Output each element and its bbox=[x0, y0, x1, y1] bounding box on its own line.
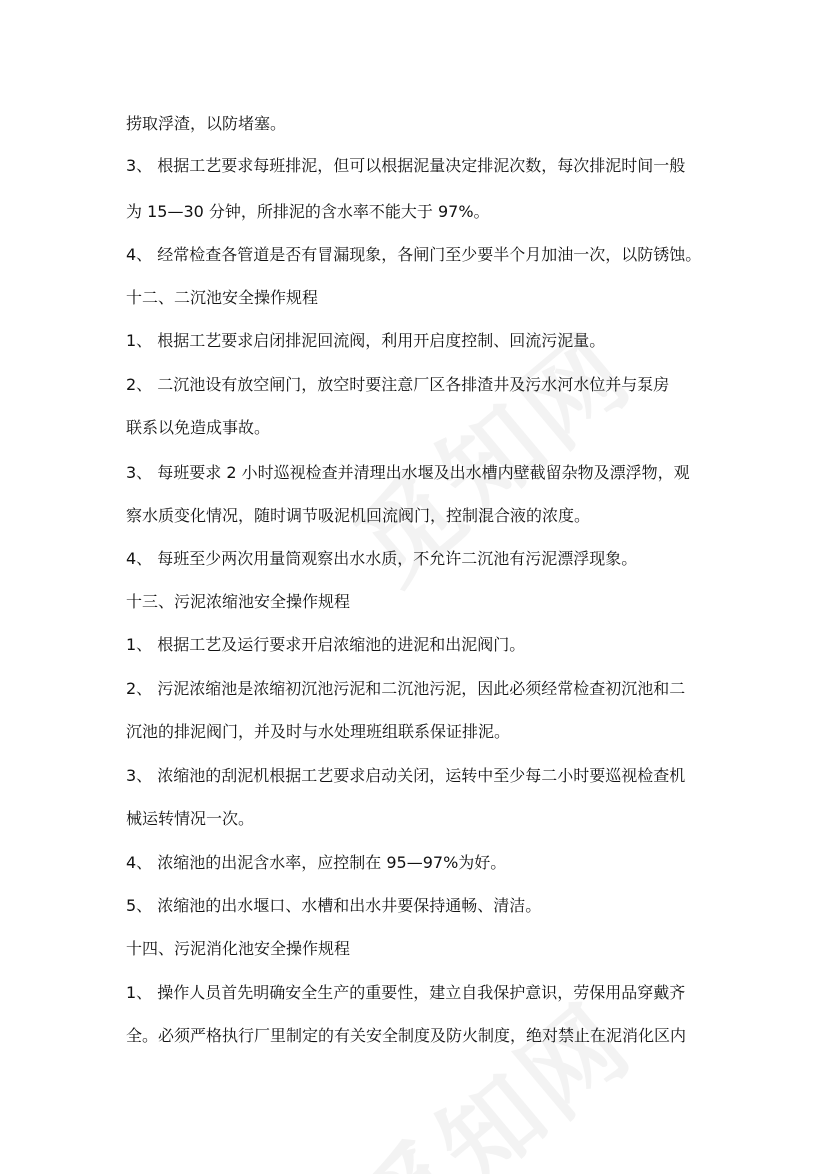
text-line: 1、 根据工艺及运行要求开启浓缩池的进泥和出泥阀门。 bbox=[126, 635, 526, 654]
text-line: 4、 浓缩池的出泥含水率，应控制在 95—97%为好。 bbox=[126, 853, 507, 872]
section-heading: 十二、二沉池安全操作规程 bbox=[126, 288, 319, 307]
text-line: 沉池的排泥阀门，并及时与水处理班组联系保证排泥。 bbox=[126, 722, 511, 741]
text-line: 1、 操作人员首先明确安全生产的重要性，建立自我保护意识，劳保用品穿戴齐 bbox=[126, 983, 686, 1002]
text-line: 捞取浮渣，以防堵塞。 bbox=[126, 114, 287, 133]
section-heading: 十三、污泥浓缩池安全操作规程 bbox=[126, 592, 351, 611]
text-line: 察水质变化情况，随时调节吸泥机回流阀门，控制混合液的浓度。 bbox=[126, 506, 591, 525]
text-line: 3、 每班要求 2 小时巡视检查并清理出水堰及出水槽内壁截留杂物及漂浮物，观 bbox=[126, 463, 690, 482]
text-line: 5、 浓缩池的出水堰口、水槽和出水井要保持通畅、清洁。 bbox=[126, 896, 542, 915]
text-line: 4、 每班至少两次用量筒观察出水水质，不允许二沉池有污泥漂浮现象。 bbox=[126, 549, 638, 568]
text-line: 3、 浓缩池的刮泥机根据工艺要求启动关闭，运转中至少每二小时要巡视检查机 bbox=[126, 766, 686, 785]
text-line: 1、 根据工艺要求启闭排泥回流阀，利用开启度控制、回流污泥量。 bbox=[126, 331, 606, 350]
section-heading: 十四、污泥消化池安全操作规程 bbox=[126, 939, 351, 958]
text-line: 3、 根据工艺要求每班排泥，但可以根据泥量决定排泥次数，每次排泥时间一般 bbox=[126, 156, 686, 175]
text-line: 全。必须严格执行厂里制定的有关安全制度及防火制度，绝对禁止在泥消化区内 bbox=[126, 1026, 687, 1045]
text-line: 2、 二沉池设有放空闸门，放空时要注意厂区各排渣井及污水河水位并与泵房 bbox=[126, 375, 670, 394]
text-line: 联系以免造成事故。 bbox=[126, 418, 271, 437]
text-line: 为 15—30 分钟，所排泥的含水率不能大于 97%。 bbox=[126, 202, 490, 221]
text-line: 4、 经常检查各管道是否有冒漏现象，各闸门至少要半个月加油一次，以防锈蚀。 bbox=[126, 245, 702, 264]
text-line: 械运转情况一次。 bbox=[126, 809, 255, 828]
text-line: 2、 污泥浓缩池是浓缩初沉池污泥和二沉池污泥，因此必须经常检查初沉池和二 bbox=[126, 679, 686, 698]
